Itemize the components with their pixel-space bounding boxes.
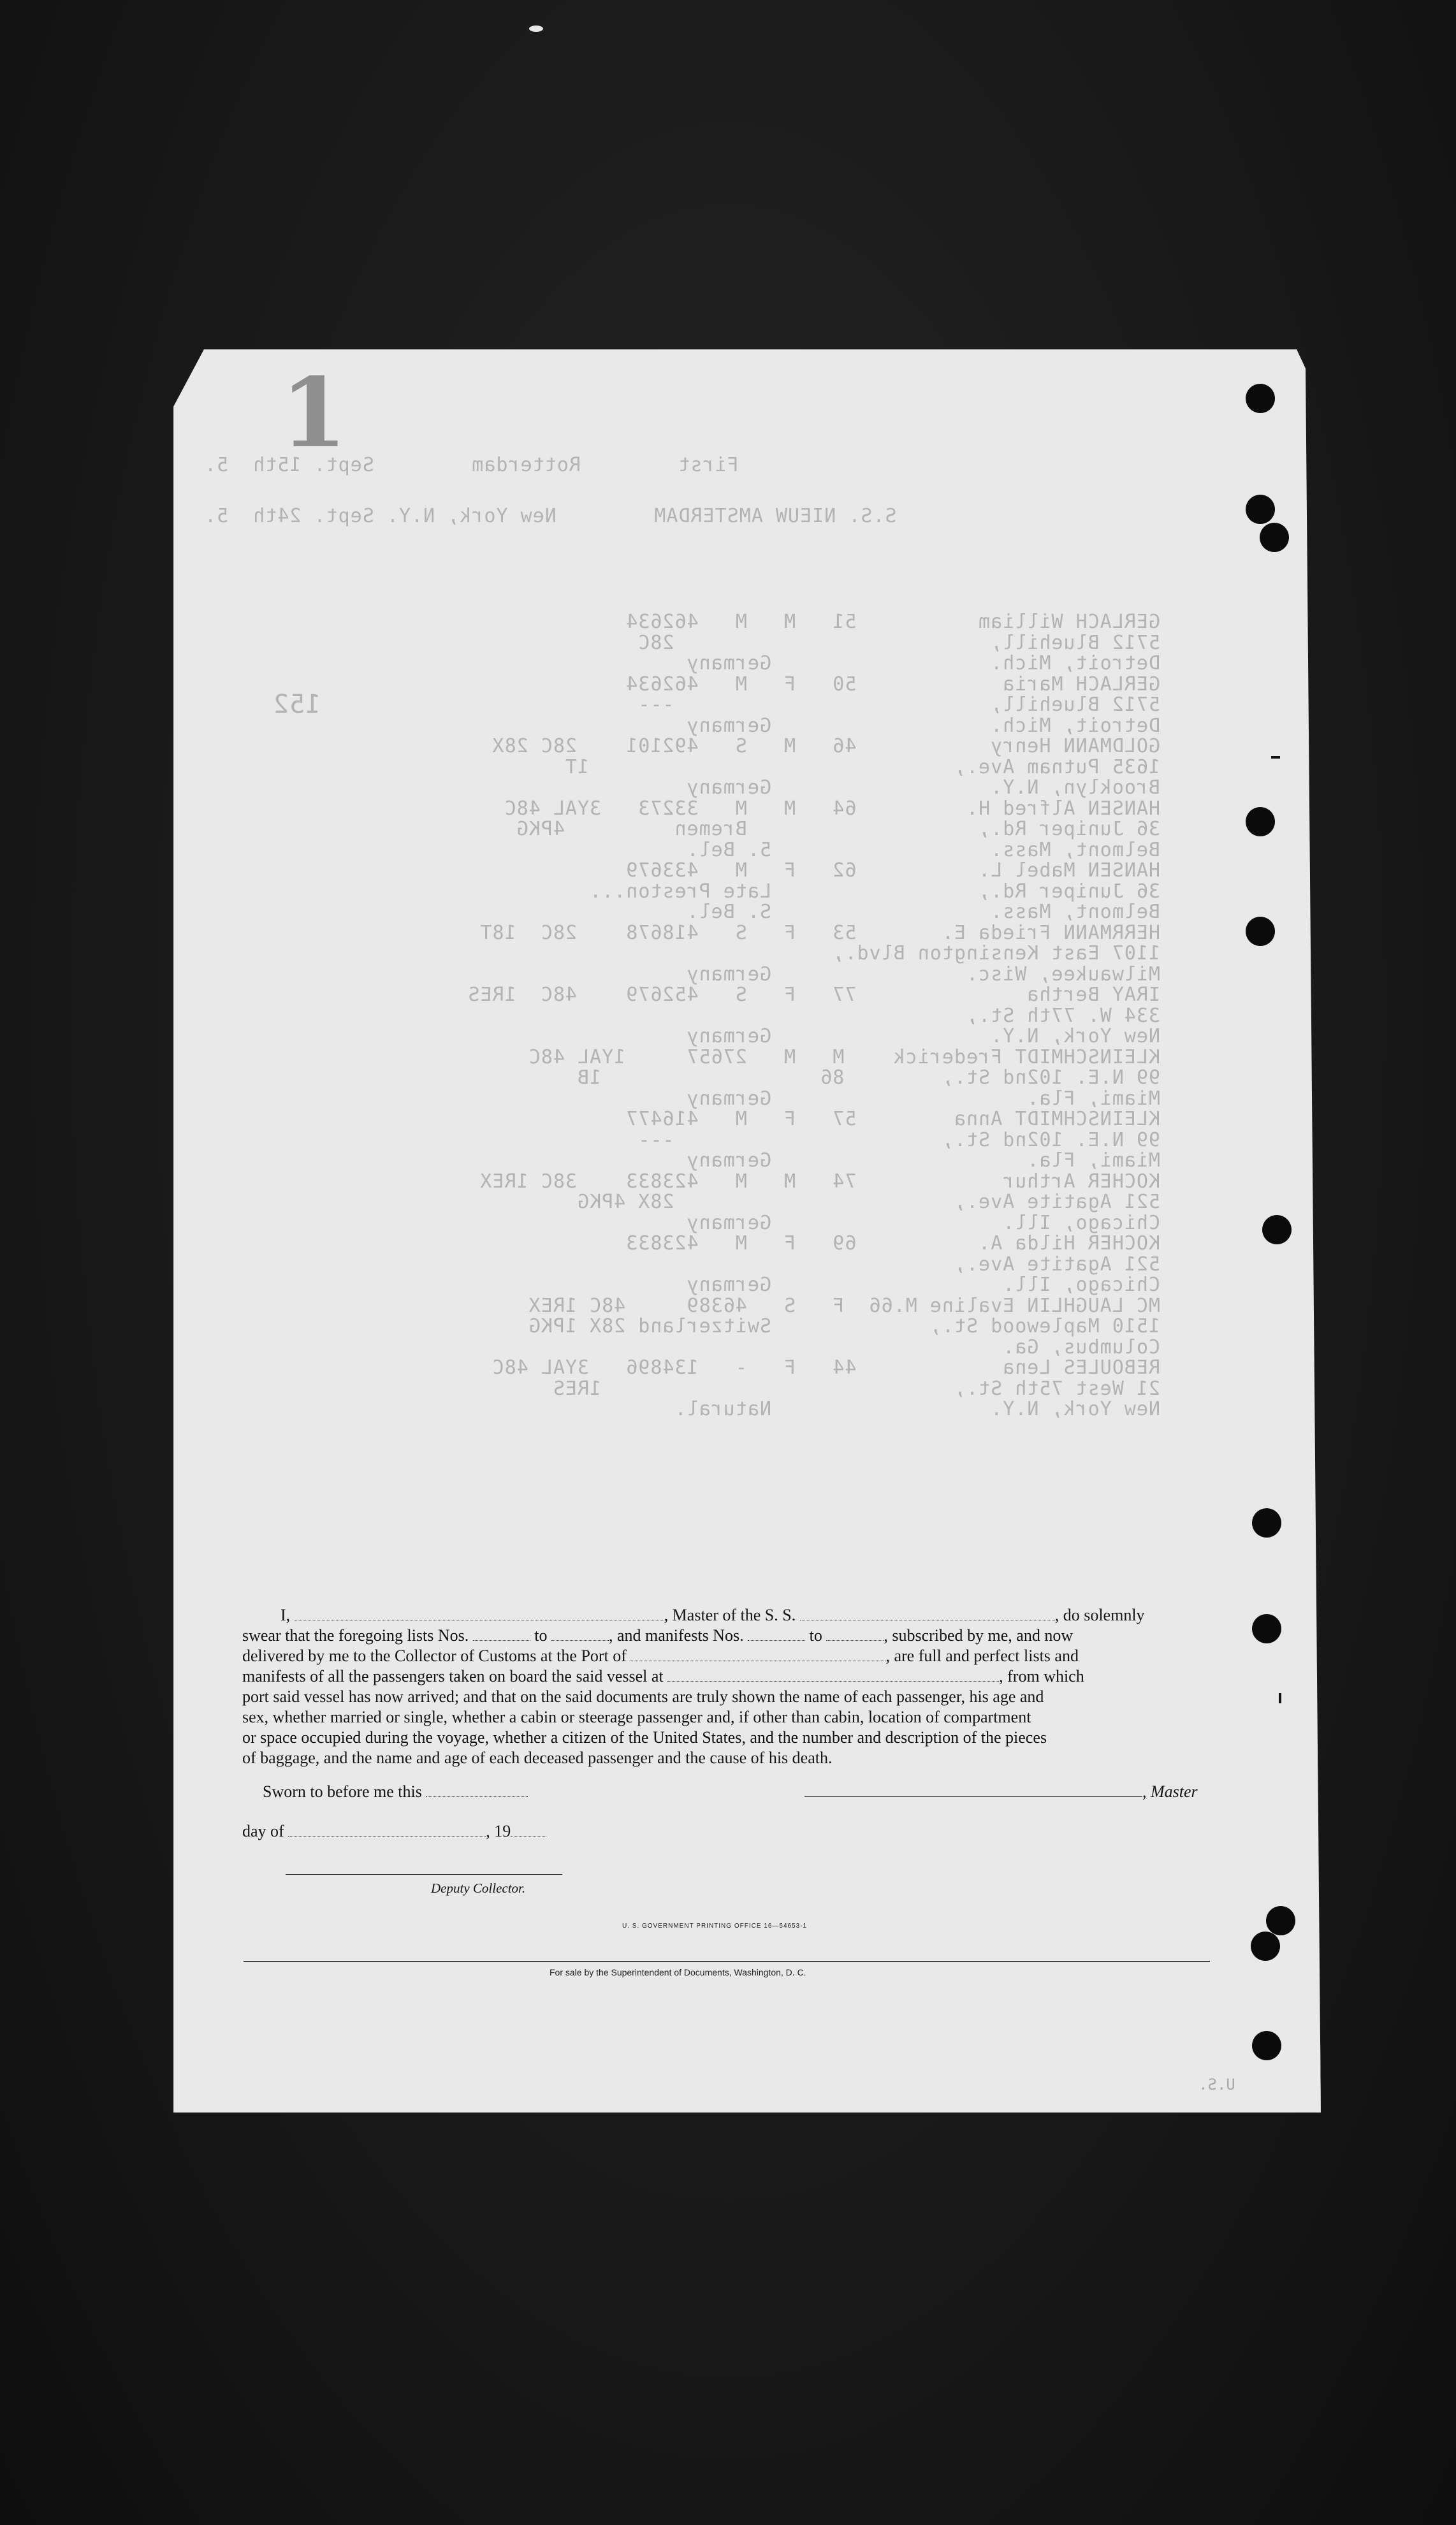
- bleed-passenger-line: Milwaukee, Wisc. Germany: [686, 963, 1160, 986]
- punch-hole: [1251, 1932, 1280, 1961]
- bleed-passenger-line: Brooklyn, N.Y. Germany: [686, 776, 1160, 799]
- bleed-passenger-line: Detroit, Mich. Germany: [686, 652, 1160, 674]
- punch-hole: [1246, 917, 1275, 946]
- punch-hole: [1262, 1215, 1292, 1244]
- ship-name-field[interactable]: [800, 1607, 1055, 1620]
- bleed-passenger-line: 99 N.E. 102nd St., 86 1B: [577, 1066, 1160, 1089]
- master-signature-line: [804, 1782, 1198, 1801]
- edge-mark: [1279, 1693, 1281, 1703]
- subscribed-text: , subscribed by me, and now: [884, 1626, 1074, 1645]
- and-manifests-text: , and manifests Nos.: [609, 1626, 744, 1645]
- bleed-passenger-line: 36 Juniper Rd., Bremen 4PKG: [516, 818, 1160, 840]
- bleed-passenger-line: IRAY Bertha 77 F S 452679 48C 1RES: [467, 984, 1160, 1006]
- bleed-passenger-line: 1635 Putnam Ave., 1T: [564, 755, 1160, 778]
- day-of-text: day of: [242, 1822, 284, 1840]
- for-sale-note: For sale by the Superintendent of Documents, Washington, D. C.: [550, 1967, 806, 1977]
- bleed-passenger-line: MC LAUGHLIN Evaline M.66 F S 46389 48C 1REX: [528, 1294, 1160, 1317]
- bleed-passenger-line: 1510 Maplewood St., Switzerland 28X 1PKG: [528, 1315, 1160, 1337]
- printing-office-imprint: U. S. GOVERNMENT PRINTING OFFICE 16—54653-1: [622, 1923, 808, 1930]
- bleed-passenger-line: 5712 Bluehill, 28C: [637, 631, 1160, 654]
- bleed-passenger-line: 521 Agatite Ave.,: [953, 1253, 1160, 1276]
- from-which-text: , from which: [999, 1667, 1084, 1685]
- bleed-passenger-line: HANSEN Alfred H. 64 M M 33273 3YAL 48C: [504, 797, 1160, 820]
- year-field[interactable]: [511, 1823, 546, 1837]
- oath-line-space: or space occupied during the voyage, whether a citizen of the United States, and the number and description of the pieces: [242, 1728, 1047, 1747]
- dust-speck: [529, 25, 543, 32]
- bleed-passenger-line: KLEINSCHMIDT Anna 57 F M 416477: [625, 1108, 1160, 1130]
- master-of-ss-text: , Master of the S. S.: [664, 1606, 796, 1624]
- bleed-page-number: 1: [280, 357, 347, 469]
- port-field[interactable]: [630, 1648, 885, 1661]
- footer-rule: [244, 1961, 1210, 1962]
- bleed-passenger-line: Columbus, Ga.: [1002, 1335, 1160, 1358]
- master-label: , Master: [1142, 1782, 1198, 1801]
- departure-port-field[interactable]: [667, 1668, 999, 1682]
- bleed-passenger-line: Detroit, Mich. Germany: [686, 714, 1160, 737]
- oath-paragraph: [242, 1605, 1211, 1768]
- bleed-passenger-line: New York, N.Y. Natural.: [674, 1398, 1160, 1420]
- month-field[interactable]: [288, 1823, 486, 1837]
- bleed-passenger-line: 99 N.E. 102nd St., ---: [637, 1128, 1160, 1151]
- punch-hole: [1252, 2031, 1281, 2060]
- bleed-passenger-line: 1107 East Kensington Blvd.,: [832, 942, 1160, 964]
- day-of-line: [242, 1822, 546, 1841]
- bleed-passenger-line: HANSEN Mabel L. 62 F M 433679: [625, 859, 1160, 882]
- deputy-signature-field[interactable]: [286, 1874, 562, 1875]
- bleed-passenger-line: Belmont, Mass. 5. Bel.: [686, 838, 1160, 861]
- bleed-passenger-line: 521 Agatite Ave., 28X 4PKG: [577, 1191, 1160, 1213]
- bleed-passenger-line: Belmont, Mass. S. Bel.: [686, 901, 1160, 923]
- bleed-passenger-line: GOLDMANN Henry 46 M S 492101 28C 28X: [491, 735, 1160, 757]
- manifest-to-field[interactable]: [826, 1627, 884, 1641]
- punch-hole: [1252, 1508, 1281, 1538]
- bleed-passenger-line: Chicago, Ill. Germany: [686, 1211, 1160, 1234]
- master-name-field[interactable]: [295, 1607, 664, 1620]
- sworn-text: Sworn to before me this: [263, 1782, 422, 1801]
- bleed-passenger-line: 36 Juniper Rd., Late Preston...: [589, 880, 1160, 903]
- deputy-collector-label: Deputy Collector.: [431, 1881, 526, 1896]
- sworn-line: [263, 1782, 528, 1801]
- list-from-field[interactable]: [473, 1627, 530, 1641]
- manifests-all-text: manifests of all the passengers taken on board the said vessel at: [242, 1667, 664, 1685]
- bleed-passenger-line: 21 West 75th St., 1RES: [552, 1377, 1160, 1400]
- punch-hole: [1266, 1906, 1295, 1935]
- bleed-passenger-list: [467, 611, 1160, 1420]
- bleed-passenger-line: KOCHER Arthur 74 M M 423833 38C 1REX: [479, 1170, 1160, 1193]
- master-signature-field[interactable]: [804, 1785, 1142, 1797]
- to-text-1: to: [534, 1626, 548, 1645]
- punch-hole: [1246, 384, 1275, 413]
- oath-line-sex: sex, whether married or single, whether a cabin or steerage passenger and, if other than cabin, location of compartment: [242, 1708, 1031, 1726]
- bleed-header-row-1: First Rotterdam Sept. 15th 5.: [204, 454, 739, 476]
- full-perfect-text: , are full and perfect lists and: [885, 1647, 1079, 1665]
- bleed-passenger-line: Miami, Fla. Germany: [686, 1087, 1160, 1110]
- bleed-passenger-line: GERLACH Maria 50 F M 462634: [625, 673, 1160, 695]
- list-to-field[interactable]: [551, 1627, 609, 1641]
- punch-hole: [1260, 523, 1289, 552]
- oath-intro: I,: [280, 1606, 291, 1624]
- bleed-passenger-line: Chicago, Ill. Germany: [686, 1274, 1160, 1296]
- sworn-day-field[interactable]: [426, 1784, 528, 1797]
- oath-line-port: port said vessel has now arrived; and that on the said documents are truly shown the name of each passenger, his age and: [242, 1687, 1044, 1706]
- bleed-header-row-2: S.S. NIEUW AMSTERDAM New York, N.Y. Sept. 24th 5.: [204, 505, 897, 527]
- bleed-passenger-line: GERLACH William 51 M M 462634: [625, 611, 1160, 633]
- bleed-passenger-line: 334 W. 77th St.,: [966, 1004, 1160, 1027]
- bleed-passenger-line: New York, N.Y. Germany: [686, 1025, 1160, 1047]
- oath-line-baggage: of baggage, and the name and age of each deceased passenger and the cause of his death.: [242, 1749, 833, 1767]
- bleed-passenger-line: 5712 Bluehill, ---: [637, 694, 1160, 716]
- bleed-passenger-line: KLEINSCHMIDT Frederick M M 27657 1YAL 48C: [528, 1045, 1160, 1068]
- bleed-side-number: 152: [273, 690, 321, 719]
- delivered-text: delivered by me to the Collector of Customs at the Port of: [242, 1647, 627, 1665]
- do-solemnly-text: , do solemnly: [1054, 1606, 1145, 1624]
- swear-lists-text: swear that the foregoing lists Nos.: [242, 1626, 469, 1645]
- bleed-passenger-line: HERRMANN Frieda E. 53 F S 418678 28C 18T: [479, 921, 1160, 944]
- bleed-passenger-line: REBOULES Lena 44 F - 134896 3YAL 48C: [491, 1357, 1160, 1379]
- punch-hole: [1252, 1614, 1281, 1643]
- year-text: , 19: [486, 1822, 511, 1840]
- bleed-passenger-line: KOCHER Hilda A. 69 F M 423833: [625, 1232, 1160, 1255]
- bleed-corner-mark: U.S.: [1198, 2076, 1235, 2093]
- edge-mark: [1271, 756, 1280, 759]
- manifest-from-field[interactable]: [748, 1627, 805, 1641]
- bleed-passenger-line: Miami, Fla. Germany: [686, 1149, 1160, 1172]
- to-text-2: to: [809, 1626, 822, 1645]
- punch-hole: [1246, 807, 1275, 836]
- punch-hole: [1246, 495, 1275, 524]
